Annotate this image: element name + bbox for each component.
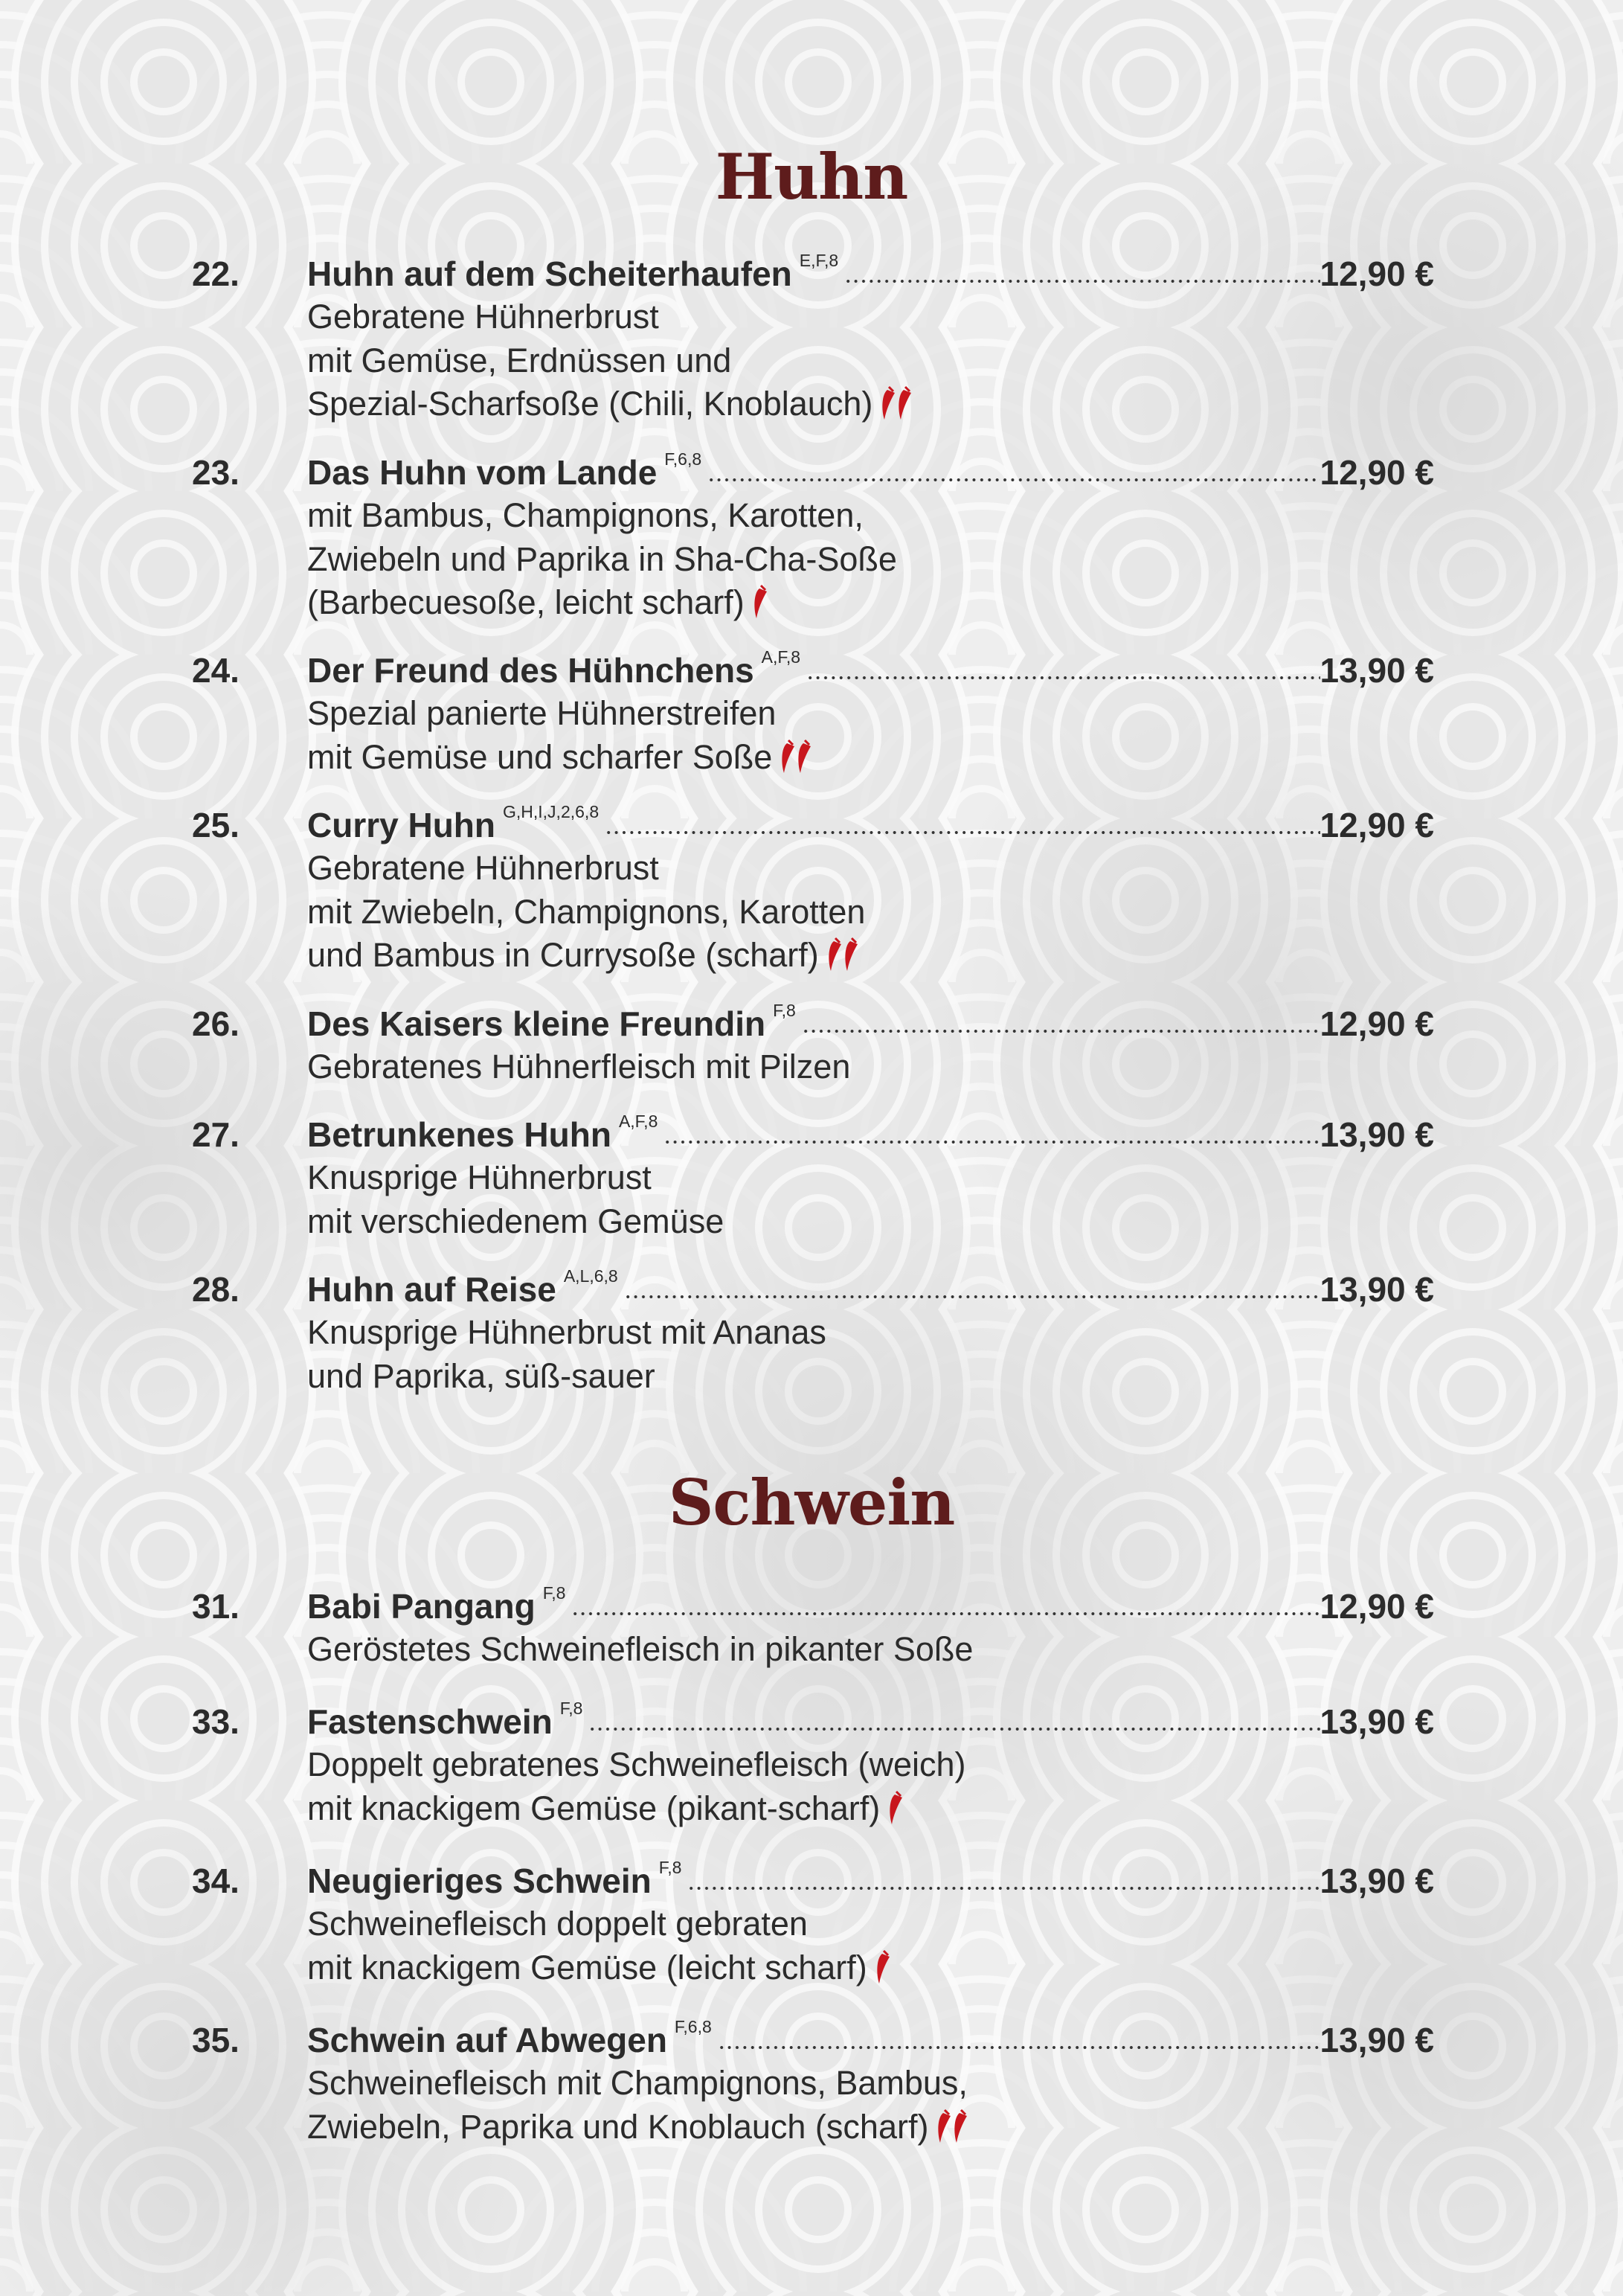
description-text: Geröstetes Schweinefleisch in pikanter Soße [307, 1630, 974, 1668]
item-header [307, 1585, 1434, 1628]
item-price: 12,90 € [1320, 1587, 1434, 1626]
item-description [307, 1743, 1274, 1830]
item-number: 24. [192, 651, 240, 690]
item-number: 34. [192, 1862, 240, 1900]
item-number: 27. [192, 1115, 240, 1154]
item-header [307, 451, 1434, 494]
description-text: mit knackigem Gemüse (leicht scharf) [307, 1948, 867, 1986]
dot-leader [571, 1612, 1320, 1615]
description-text: und Bambus in Currysoße (scharf) [307, 936, 819, 974]
chili-pepper-icon [880, 385, 914, 421]
item-header [307, 1859, 1434, 1902]
item-allergens: A,F,8 [618, 1112, 658, 1131]
item-number: 28. [192, 1270, 240, 1309]
item-allergens: F,8 [773, 1001, 796, 1020]
description-text: Gebratenes Hühnerfleisch mit Pilzen [307, 1048, 851, 1086]
description-line [307, 2062, 1274, 2106]
item-allergens: F,8 [658, 1858, 682, 1877]
description-line [307, 382, 1274, 426]
item-description [307, 1311, 1274, 1398]
item-name: Betrunkenes Huhn [307, 1115, 611, 1154]
item-name: Fastenschwein [307, 1702, 553, 1741]
item-header [307, 1268, 1434, 1311]
description-line [307, 934, 1274, 978]
item-name: Schwein auf Abwegen [307, 2021, 667, 2059]
section-title: Huhn [715, 140, 908, 214]
item-header [307, 2018, 1434, 2062]
section-title: Schwein [668, 1466, 955, 1539]
description-line [307, 847, 1274, 891]
item-header [307, 1113, 1434, 1156]
item-header [307, 252, 1434, 295]
description-text: mit knackigem Gemüse (pikant-scharf) [307, 1789, 881, 1827]
description-text: mit Gemüse, Erdnüssen und [307, 341, 732, 379]
description-text: Schweinefleisch mit Champignons, Bambus, [307, 2064, 968, 2102]
chili-pepper-icon [752, 584, 770, 620]
chili-pepper-icon [826, 937, 861, 972]
dot-leader [663, 1141, 1320, 1144]
description-text: Zwiebeln und Paprika in Sha-Cha-Soße [307, 539, 897, 578]
description-line [307, 1787, 1274, 1831]
description-line [307, 295, 1274, 339]
item-name: Huhn auf dem Scheiterhaufen [307, 254, 792, 293]
dot-leader [605, 831, 1320, 834]
item-name: Der Freund des Hühnchens [307, 651, 754, 690]
description-text: Spezial-Scharfsoße (Chili, Knoblauch) [307, 385, 873, 423]
item-name: Huhn auf Reise [307, 1270, 556, 1309]
chili-pepper-icon [875, 1949, 893, 1985]
chili-pepper-icon [887, 1790, 905, 1826]
item-description [307, 1156, 1274, 1243]
item-price: 13,90 € [1320, 1862, 1434, 1900]
description-line [307, 1902, 1274, 1946]
item-number: 33. [192, 1702, 240, 1741]
item-header [307, 1002, 1434, 1045]
item-allergens: F,8 [559, 1699, 583, 1718]
item-description [307, 1628, 1274, 1672]
description-line [307, 1200, 1274, 1244]
description-line [307, 1045, 1274, 1089]
description-line [307, 1743, 1274, 1787]
item-number: 25. [192, 806, 240, 844]
item-price: 13,90 € [1320, 651, 1434, 690]
description-text: Knusprige Hühnerbrust [307, 1158, 652, 1196]
dot-leader [802, 1030, 1320, 1033]
description-line [307, 1156, 1274, 1200]
item-name: Das Huhn vom Lande [307, 453, 658, 492]
item-allergens: A,F,8 [761, 647, 801, 667]
item-name: Neugieriges Schwein [307, 1862, 652, 1900]
item-header [307, 804, 1434, 847]
item-allergens: F,6,8 [664, 449, 702, 469]
description-text: mit Zwiebeln, Champignons, Karotten [307, 892, 866, 931]
description-line [307, 581, 1274, 625]
description-line [307, 1628, 1274, 1672]
item-number: 23. [192, 453, 240, 492]
item-price: 13,90 € [1320, 1115, 1434, 1154]
description-line [307, 538, 1274, 582]
item-description [307, 1045, 1274, 1089]
description-line [307, 339, 1274, 383]
item-description [307, 2062, 1274, 2149]
item-name: Curry Huhn [307, 806, 495, 844]
dot-leader [707, 478, 1320, 481]
dot-leader [588, 1728, 1320, 1731]
description-text: Schweinefleisch doppelt gebraten [307, 1905, 808, 1943]
dot-leader [718, 2046, 1320, 2049]
description-text: (Barbecuesoße, leicht scharf) [307, 583, 745, 621]
description-text: Gebratene Hühnerbrust [307, 298, 659, 336]
item-description [307, 847, 1274, 978]
description-text: Zwiebeln, Paprika und Knoblauch (scharf) [307, 2107, 929, 2146]
item-allergens: F,8 [542, 1583, 566, 1603]
description-text: und Paprika, süß-sauer [307, 1356, 655, 1395]
item-price: 13,90 € [1320, 1702, 1434, 1741]
item-number: 35. [192, 2021, 240, 2059]
item-price: 13,90 € [1320, 2021, 1434, 2059]
item-description [307, 692, 1274, 779]
item-allergens: E,F,8 [799, 251, 839, 270]
item-allergens: A,L,6,8 [563, 1266, 618, 1286]
description-text: Spezial panierte Hühnerstreifen [307, 694, 777, 732]
description-line [307, 1946, 1274, 1990]
item-price: 12,90 € [1320, 254, 1434, 293]
item-number: 22. [192, 254, 240, 293]
item-price: 12,90 € [1320, 1004, 1434, 1043]
item-description [307, 1902, 1274, 1989]
item-name: Babi Pangang [307, 1587, 536, 1626]
description-text: Gebratene Hühnerbrust [307, 849, 659, 887]
description-line [307, 2106, 1274, 2149]
description-line [307, 1355, 1274, 1399]
item-number: 26. [192, 1004, 240, 1043]
dot-leader [844, 280, 1320, 283]
item-number: 31. [192, 1587, 240, 1626]
item-allergens: F,6,8 [674, 2017, 712, 2036]
item-price: 12,90 € [1320, 453, 1434, 492]
description-text: Knusprige Hühnerbrust mit Ananas [307, 1313, 826, 1351]
description-text: mit Gemüse und scharfer Soße [307, 737, 773, 776]
description-line [307, 1311, 1274, 1355]
description-text: mit Bambus, Champignons, Karotten, [307, 496, 864, 534]
item-description [307, 494, 1274, 625]
chili-pepper-icon [780, 739, 814, 775]
description-text: Doppelt gebratenes Schweinefleisch (weich) [307, 1745, 966, 1783]
item-price: 13,90 € [1320, 1270, 1434, 1309]
dot-leader [624, 1295, 1320, 1298]
description-text: mit verschiedenem Gemüse [307, 1202, 724, 1240]
description-line [307, 891, 1274, 934]
item-header [307, 649, 1434, 692]
item-price: 12,90 € [1320, 806, 1434, 844]
chili-pepper-icon [936, 2109, 970, 2144]
description-line [307, 736, 1274, 780]
description-line [307, 692, 1274, 736]
item-description [307, 295, 1274, 426]
description-line [307, 494, 1274, 538]
dot-leader [806, 676, 1320, 679]
item-name: Des Kaisers kleine Freundin [307, 1004, 766, 1043]
dot-leader [687, 1887, 1320, 1890]
item-header [307, 1700, 1434, 1743]
item-allergens: G,H,I,J,2,6,8 [503, 802, 600, 821]
